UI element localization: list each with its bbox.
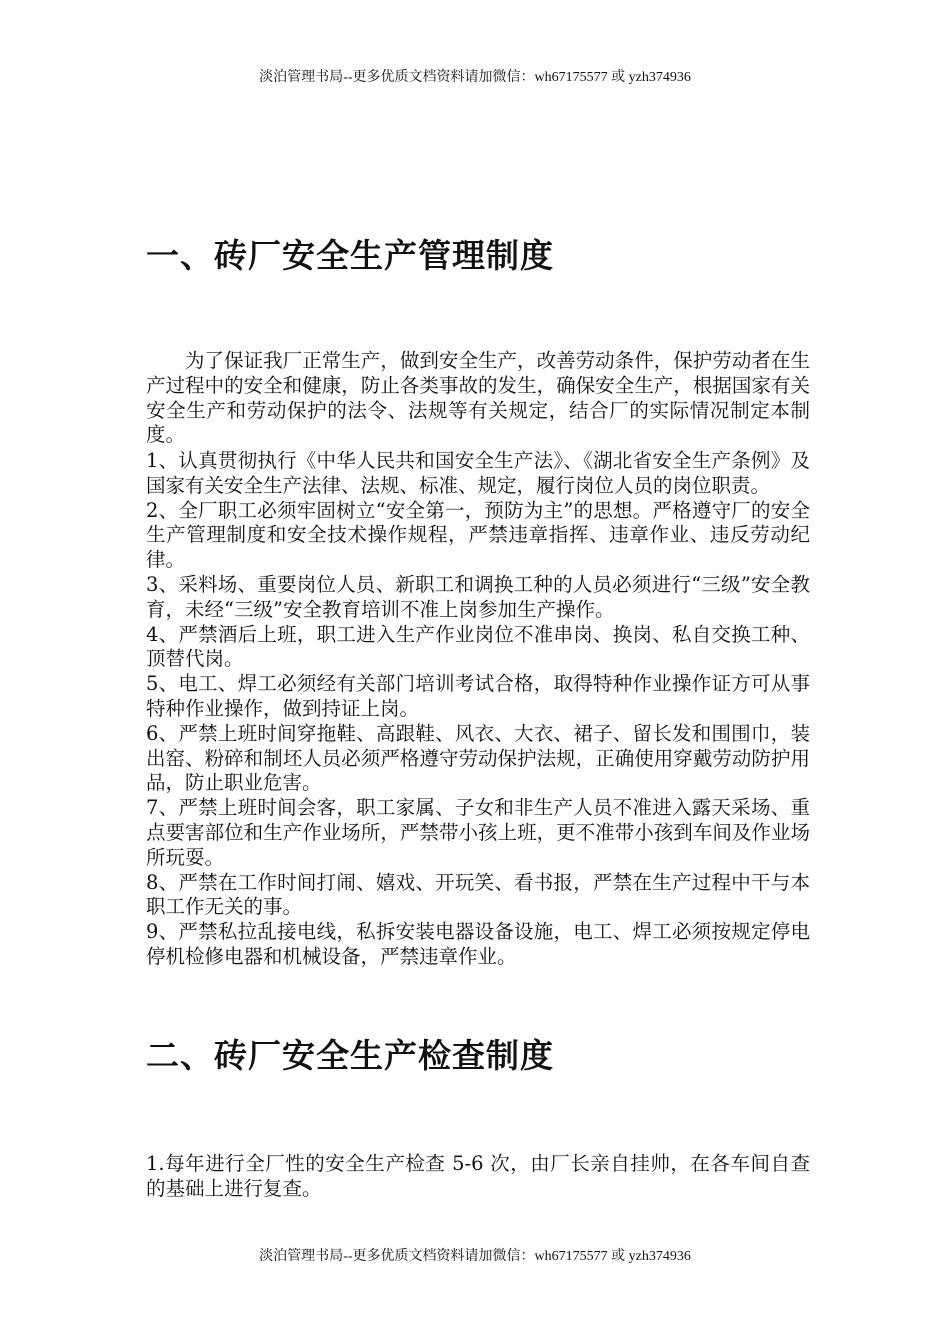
page-header: 淡泊管理书局--更多优质文档资料请加微信：wh67175577 或 yzh374936 <box>259 70 691 85</box>
rule-item: 6、严禁上班时间穿拖鞋、高跟鞋、风衣、大衣、裙子、留长发和围围巾，装出窑、粉碎和制坯人员必须严格遵守劳动保护法规，正确使用穿戴劳动防护用品，防止职业危害。 <box>146 721 810 795</box>
rule-item: 8、严禁在工作时间打闹、嬉戏、开玩笑、看书报，严禁在生产过程中干与本职工作无关的事。 <box>146 870 810 919</box>
rule-item: 1、认真贯彻执行《中华人民共和国安全生产法》、《湖北省安全生产条例》及国家有关安全生产法律、法规、标准、规定，履行岗位人员的岗位职责。 <box>146 449 810 497</box>
rule-list <box>146 449 810 970</box>
inspection-item: 1.每年进行全厂性的安全生产检查 5-6 次，由厂长亲自挂帅，在各车间自查的基础上进行复查。 <box>146 1152 810 1200</box>
section-title-inspection: 二、砖厂安全生产检查制度 <box>146 1036 554 1075</box>
rule-item: 3、采料场、重要岗位人员、新职工和调换工种的人员必须进行“三级”安全教育，未经“三级”安全教育培训不准上岗参加生产操作。 <box>146 572 810 621</box>
rule-item: 9、严禁私拉乱接电线，私拆安装电器设备设施，电工、焊工必须按规定停电停机检修电器和机械设备，严禁违章作业。 <box>146 920 810 968</box>
rule-item: 5、电工、焊工必须经有关部门培训考试合格，取得特种作业操作证方可从事特种作业操作，做到持证上岗。 <box>146 672 810 720</box>
rule-item: 7、严禁上班时间会客，职工家属、子女和非生产人员不准进入露天采场、重点要害部位和生产作业场所，严禁带小孩上班，更不准带小孩到车间及作业场所玩耍。 <box>146 796 810 869</box>
section-title-management: 一、砖厂安全生产管理制度 <box>146 236 554 275</box>
rule-item: 2、全厂职工必须牢固树立“安全第一，预防为主”的思想。严格遵守厂的安全生产管理制度和安全技术操作规程，严禁违章指挥、违章作业、违反劳动纪律。 <box>146 498 810 572</box>
intro-paragraph: 为了保证我厂正常生产，做到安全生产，改善劳动条件，保护劳动者在生产过程中的安全和健康，防止各类事故的发生，确保安全生产，根据国家有关安全生产和劳动保护的法令、法规等有关规定，结合厂的实际情况制定本制度。 <box>146 349 810 447</box>
rule-item: 4、严禁酒后上班，职工进入生产作业岗位不准串岗、换岗、私自交换工种、顶替代岗。 <box>146 622 810 671</box>
page-footer: 淡泊管理书局--更多优质文档资料请加微信：wh67175577 或 yzh374936 <box>259 1249 691 1264</box>
